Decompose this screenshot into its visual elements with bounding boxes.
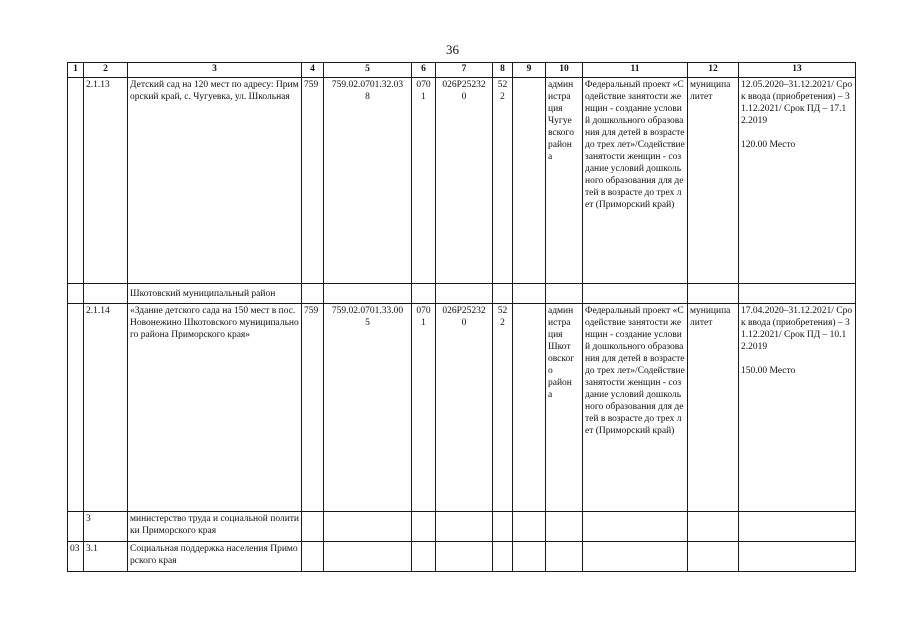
cell-col-9 [513, 512, 546, 542]
cell-section-code [68, 78, 84, 284]
cell-section-subsection [412, 542, 436, 572]
cell-ownership [688, 512, 739, 542]
page-number: 36 [446, 42, 459, 57]
cell-target-article [436, 284, 493, 304]
cell-expense-type [493, 284, 513, 304]
cell-project-name: Федеральный проект «Содействие занятости женщин - создание условий дошкольного образования для детей в возрасте до трех лет»/Содействие занятости женщин - создание условий дошкольного образования для детей в возрасте до трех лет (Приморский край) [583, 304, 688, 512]
cell-item-number: 2.1.13 [84, 78, 128, 284]
cell-ownership [688, 284, 739, 304]
cell-ownership [688, 542, 739, 572]
cell-recipient [546, 284, 583, 304]
cell-expense-type [493, 542, 513, 572]
cell-expense-type: 52 2 [493, 304, 513, 512]
table-row [68, 542, 856, 572]
table-row [68, 304, 856, 512]
cell-timing-capacity [739, 512, 856, 542]
budget-objects-table [67, 62, 856, 572]
cell-object-code [324, 284, 412, 304]
cell-recipient [546, 542, 583, 572]
cell-ministry-code [302, 542, 324, 572]
header-cell-11: 11 [583, 63, 688, 78]
header-cell-8: 8 [493, 63, 513, 78]
cell-col-9 [513, 542, 546, 572]
cell-section-code [68, 284, 84, 304]
cell-section-subsection [412, 284, 436, 304]
cell-timing-capacity [739, 542, 856, 572]
header-cell-3: 3 [128, 63, 302, 78]
timing-text: 12.05.2020–31.12.2021/ Срок ввода (приобретения) – 31.12.2021/ Срок ПД – 17.12.2019 [741, 80, 853, 126]
cell-section-subsection [412, 512, 436, 542]
cell-ministry-code: 759 [302, 304, 324, 512]
cell-object-name: Шкотовский муниципальный район [128, 284, 302, 304]
header-cell-5: 5 [324, 63, 412, 78]
cell-object-name: Детский сад на 120 мест по адресу: Приморский край, с. Чугуевка, ул. Школьная [128, 78, 302, 284]
cell-section-code [68, 304, 84, 512]
cell-item-number: 2.1.14 [84, 304, 128, 512]
header-row [68, 63, 856, 78]
cell-ministry-code [302, 512, 324, 542]
cell-col-9 [513, 284, 546, 304]
header-cell-2: 2 [84, 63, 128, 78]
cell-ownership: муниципа литет [688, 78, 739, 284]
cell-section-subsection: 070 1 [412, 304, 436, 512]
cell-section-code: 03 [68, 542, 84, 572]
cell-section-code [68, 512, 84, 542]
cell-object-name: «Здание детского сада на 150 мест в пос. Новонежино Шкотовского муниципального района Приморского края» [128, 304, 302, 512]
header-cell-13: 13 [739, 63, 856, 78]
cell-target-article [436, 512, 493, 542]
cell-project-name: Федеральный проект «Содействие занятости женщин - создание условий дошкольного образования для детей в возрасте до трех лет»/Содействие занятости женщин - создание условий дошкольного образования для детей в возрасте до трех лет (Приморский край) [583, 78, 688, 284]
header-cell-1: 1 [68, 63, 84, 78]
cell-item-number: 3 [84, 512, 128, 542]
cell-object-name: министерство труда и социальной политики Приморского края [128, 512, 302, 542]
cell-object-code [324, 542, 412, 572]
table-row [68, 78, 856, 284]
cell-ownership: муниципа литет [688, 304, 739, 512]
cell-col-9 [513, 78, 546, 284]
cell-expense-type [493, 512, 513, 542]
cell-recipient [546, 512, 583, 542]
header-cell-10: 10 [546, 63, 583, 78]
cell-target-article: 026P25232 0 [436, 78, 493, 284]
cell-project-name [583, 284, 688, 304]
cell-recipient: админ истра ция Шкот овског о район а [546, 304, 583, 512]
table-row [68, 512, 856, 542]
cell-expense-type: 52 2 [493, 78, 513, 284]
cell-project-name [583, 512, 688, 542]
header-cell-12: 12 [688, 63, 739, 78]
cell-col-9 [513, 304, 546, 512]
capacity-text: 150.00 Место [741, 366, 796, 376]
cell-timing-capacity [739, 304, 856, 512]
cell-section-subsection: 070 1 [412, 78, 436, 284]
cell-item-number [84, 284, 128, 304]
cell-object-name: Социальная поддержка населения Приморского края [128, 542, 302, 572]
header-cell-4: 4 [302, 63, 324, 78]
cell-timing-capacity [739, 284, 856, 304]
cell-target-article [436, 542, 493, 572]
cell-timing-capacity [739, 78, 856, 284]
header-cell-6: 6 [412, 63, 436, 78]
cell-target-article: 026P25232 0 [436, 304, 493, 512]
timing-text: 17.04.2020–31.12.2021/ Срок ввода (приобретения) – 31.12.2021/ Срок ПД – 10.12.2019 [741, 306, 853, 352]
cell-object-code: 759.02.0701.33.00 5 [324, 304, 412, 512]
cell-project-name [583, 542, 688, 572]
table-row [68, 284, 856, 304]
header-cell-9: 9 [513, 63, 546, 78]
cell-ministry-code: 759 [302, 78, 324, 284]
capacity-text: 120.00 Место [741, 140, 796, 150]
cell-object-code [324, 512, 412, 542]
cell-object-code: 759.02.0701.32.03 8 [324, 78, 412, 284]
cell-item-number: 3.1 [84, 542, 128, 572]
cell-recipient: админ истра ция Чугуе вского район а [546, 78, 583, 284]
cell-ministry-code [302, 284, 324, 304]
header-cell-7: 7 [436, 63, 493, 78]
